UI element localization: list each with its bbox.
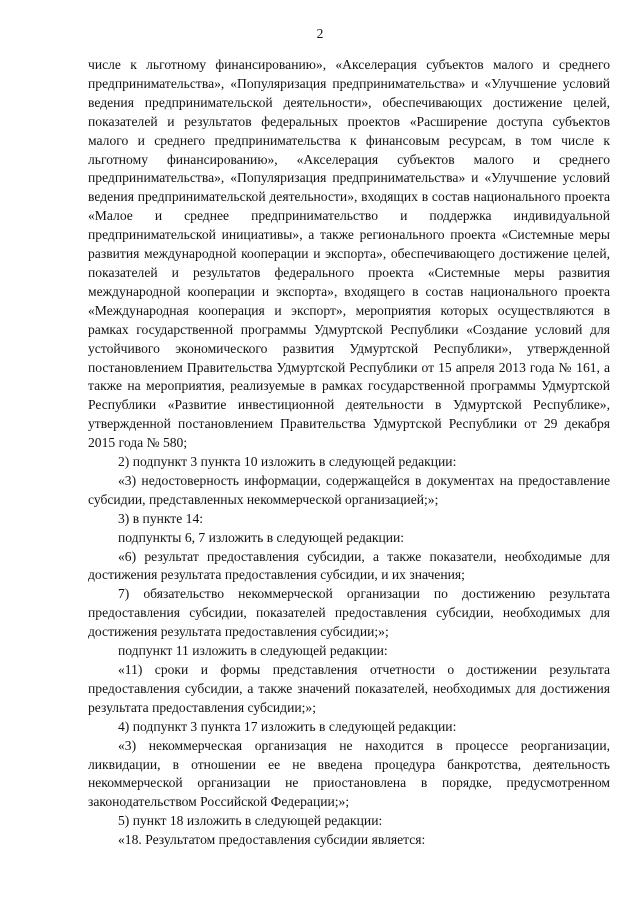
paragraph-quote-subitem-3-reorganization: «3) некоммерческая организация не находится в процессе реорганизации, ликвидации, в отношении ее не введена процедура банкротства, деятельность некоммерческой организации не приостановлена в порядке, предусмотренном законодательством Российской Федерации;»; xyxy=(88,737,610,810)
paragraph-item-4: 4) подпункт 3 пункта 17 изложить в следующей редакции: xyxy=(118,718,457,734)
paragraph-quote-subitem-6: «6) результат предоставления субсидии, а также показатели, необходимые для достижения результата предоставления субсидии, и их значения; xyxy=(88,548,610,583)
paragraph-quote-subitem-11: «11) сроки и формы представления отчетности о достижении результата предоставления субсидии, а также значений показателей, необходимых для достижения результата предоставления субсидии;»; xyxy=(88,662,610,715)
paragraph-subitems-6-7: подпункты 6, 7 изложить в следующей редакции: xyxy=(118,529,405,545)
document-body xyxy=(88,56,610,850)
paragraph-quote-subitem-7: 7) обязательство некоммерческой организации по достижению результата предоставления субсидии, показателей предоставления субсидии, необходимых для достижения результата предоставления субсидии;»; xyxy=(88,586,610,640)
paragraph-item-3: 3) в пункте 14: xyxy=(118,510,204,526)
paragraph-continuation: числе к льготному финансированию», «Акселерация субъектов малого и среднего предпринимательства», «Популяризация предпринимательства» и «Улучшение условий ведения предпринимательской деятельности», обеспечивающих достижение целей, показателей и результатов федеральных проектов «Расширение доступа субъектов малого и среднего предпринимательства к финансовым ресурсам, в том числе к льготному финансированию», «Акселерация субъектов малого и среднего предпринимательства», «Популяризация предпринимательства» и «Улучшение условий ведения предпринимательской деятельности», входящих в состав национального проекта «Малое и среднее предпринимательство и поддержка индивидуальной предпринимательской инициативы», а также регионального проекта «Системные меры развития международной кооперации и экспорта», обеспечивающего достижение целей, показателей и результатов федерального проекта «Системные меры развития международной кооперации и экспорта», входящего в состав национального проекта «Международная кооперация и экспорт», мероприятия которых осуществляются в рамках государственной программы Удмуртской Республики «Создание условий для устойчивого экономического развития Удмуртской Республики», утвержденной постановлением Правительства Удмуртской Республики от 15 апреля 2013 года № 161, а также на мероприятия, реализуемые в рамках государственной программы Удмуртской Республики «Развитие инвестиционной деятельности в Удмуртской Республике», утвержденной постановлением Правительства Удмуртской Республики от 29 декабря 2015 года № 580; xyxy=(88,57,610,451)
page-number: 2 xyxy=(316,26,324,41)
paragraph-quote-item-18: «18. Результатом предоставления субсидии является: xyxy=(118,832,426,848)
paragraph-quote-subitem-3: «3) недостоверность информации, содержащейся в документах на предоставление субсидии, представленных некоммерческой организацией;»; xyxy=(88,472,610,507)
paragraph-item-5: 5) пункт 18 изложить в следующей редакции: xyxy=(118,813,383,829)
paragraph-item-2: 2) подпункт 3 пункта 10 изложить в следующей редакции: xyxy=(118,454,457,470)
paragraph-subitem-11: подпункт 11 изложить в следующей редакции: xyxy=(118,643,388,659)
